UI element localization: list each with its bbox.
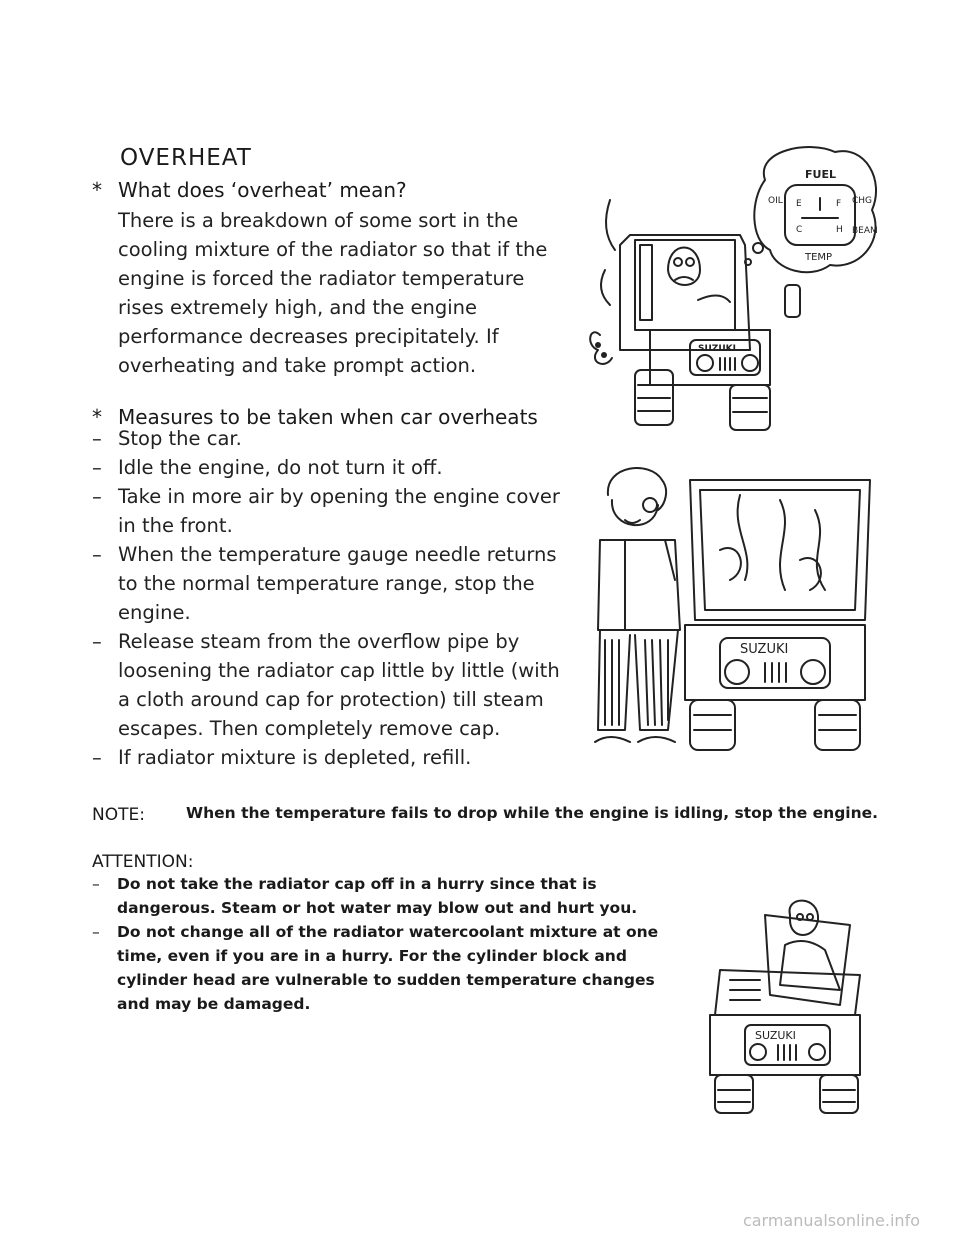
gauge-beam-label: BEAM <box>852 226 878 236</box>
note-text: When the temperature fails to drop while the engine is idling, stop the engine. <box>186 804 879 822</box>
gauge-e-label: E <box>796 199 802 209</box>
list-item: – Idle the engine, do not turn it off. <box>92 456 443 479</box>
note-label: NOTE: <box>92 805 145 825</box>
bullet-star: * <box>92 405 102 429</box>
attention-label: ATTENTION: <box>92 852 194 872</box>
list-item: – If radiator mixture is depleted, refill. <box>92 746 472 769</box>
question-title: What does ‘overheat’ mean? <box>118 178 407 202</box>
list-item: – Release steam from the overflow pipe by loosening the radiator cap little by little (with a cloth around cap for protection) till steam escapes. Then completely remove cap. <box>92 630 560 740</box>
worried-man-figure <box>595 468 680 742</box>
section-title: OVERHEAT <box>120 145 252 171</box>
gauge-thought-bubble <box>745 147 878 272</box>
gauge-f-label: F <box>836 199 842 209</box>
measures-list <box>92 424 564 772</box>
car-brand-label: SUZUKI <box>698 344 736 354</box>
gauge-temp-label: TEMP <box>805 252 833 263</box>
gauge-chg-label: CHG <box>852 196 873 206</box>
list-item: – When the temperature gauge needle returns to the normal temperature range, stop the engine. <box>92 543 557 624</box>
gauge-fuel-label: FUEL <box>805 168 836 181</box>
overheating-car-illustration <box>580 140 880 435</box>
car-brand-label-2: SUZUKI <box>740 642 789 657</box>
overheat-definition: There is a breakdown of some sort in the cooling mixture of the radiator so that if the engine is forced the radiator temperature rises extremely high, and the engine performance decreases precipitately. If overheating and take prompt action. <box>118 209 548 377</box>
question-heading <box>92 178 407 202</box>
attention-list <box>92 872 692 1016</box>
gauge-oil-label: OIL <box>768 196 783 206</box>
list-item: – Stop the car. <box>92 427 242 450</box>
mechanic-under-hood-illustration <box>690 895 880 1120</box>
gauge-c-label: C <box>796 225 803 235</box>
open-hood-steam-illustration <box>580 460 880 760</box>
car-brand-label-3: SUZUKI <box>755 1029 796 1042</box>
list-item: – Take in more air by opening the engine cover in the front. <box>92 485 560 537</box>
list-item: – Do not take the radiator cap off in a hurry since that is dangerous. Steam or hot water may blow out and hurt you. <box>92 875 638 917</box>
gauge-h-label: H <box>836 225 843 235</box>
bullet-star: * <box>92 178 102 202</box>
measures-title: Measures to be taken when car overheats <box>118 405 538 429</box>
watermark: carmanualsonline.info <box>742 1211 920 1230</box>
list-item: – Do not change all of the radiator watercoolant mixture at one time, even if you are in a hurry. For the cylinder block and cylinder head are vulnerable to sudden temperature changes and may be damaged. <box>92 923 659 1013</box>
